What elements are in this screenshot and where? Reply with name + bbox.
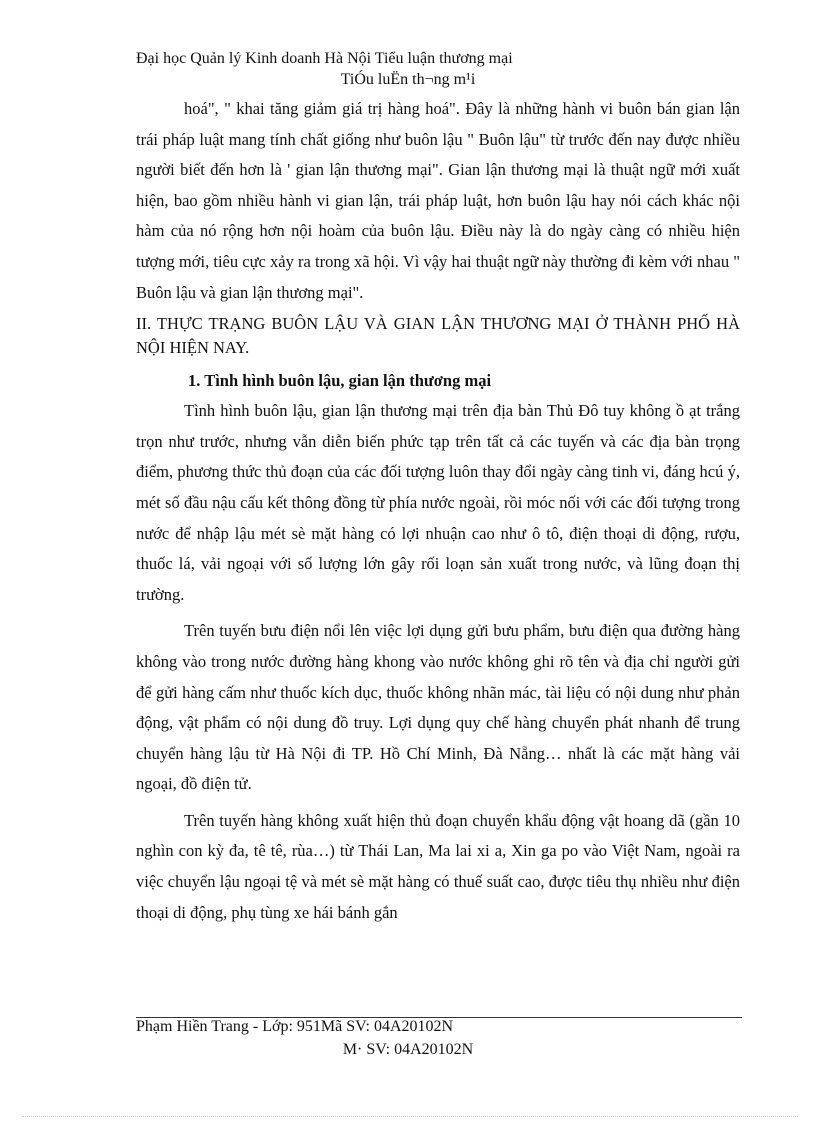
running-header: Đại học Quản lý Kinh doanh Hà Nội Tiểu luận thương mại: [136, 50, 513, 67]
body-text: [136, 94, 740, 928]
subsection-heading: 1. Tình hình buôn lậu, gian lận thương mại: [188, 371, 492, 391]
running-header-subtitle: TiÓu luËn th¬ng m¹i: [340, 71, 476, 88]
footer-author: Phạm Hiền Trang - Lớp: 951Mã SV: 04A20102N: [136, 1018, 454, 1035]
section-heading: II. THỰC TRẠNG BUÔN LẬU VÀ GIAN LẬN THƯƠNG MẠI Ở THÀNH PHỐ HÀ NỘI HIỆN NAY.: [136, 314, 740, 358]
paragraph-3: Trên tuyến bưu điện nổi lên việc lợi dụng gửi bưu phẩm, bưu điện qua đường hàng không vào trong nước đường hàng khong vào nước không ghi rõ tên và địa chỉ người gửi để gửi hàng cấm như thuốc kích dục, thuốc không nhãn mác, tài liệu có nội dung như phản động, vật phẩm có nội dung đồ truy. Lợi dụng quy chế hàng chuyển phát nhanh để trung chuyển hàng lậu từ Hà Nội đi TP. Hồ Chí Minh, Đà Nẵng… nhất là các mặt hàng vải ngoại, đồ điện tử.: [136, 621, 740, 794]
page-edge-divider: [22, 1116, 798, 1117]
paragraph-2: Tình hình buôn lậu, gian lận thương mại trên địa bàn Thủ Đô tuy không ồ ạt trắng trọn như trước, nhưng vẫn diễn biến phức tạp trên tất cả các tuyến và các địa bàn trọng điểm, phương thức thủ đoạn của các đối tượng luôn thay đổi ngày càng tinh vi, đáng hcú ý, mét số đầu nậu cấu kết thông đồng từ phía nước ngoài, rồi móc nối với các đối tượng trong nước để nhập lậu mét sè mặt hàng có lợi nhuận cao như ô tô, điện thoại di động, rượu, thuốc lá, vải ngoại với số lượng lớn gây rối loạn sản xuất trong nước, và lũng đoạn thị trường.: [136, 401, 740, 604]
paragraph-4: Trên tuyến hàng không xuất hiện thủ đoạn chuyển khẩu động vật hoang dã (gần 10 nghìn con kỳ đa, tê tê, rùa…) từ Thái Lan, Ma lai xi a, Xin ga po vào Việt Nam, ngoài ra việc chuyển lậu ngoại tệ và mét sè mặt hàng có thuế suất cao, được tiêu thụ nhiều như điện thoại di động, phụ tùng xe hái bánh gắn: [136, 810, 740, 922]
footer-student-id: M· SV: 04A20102N: [342, 1041, 474, 1058]
paragraph-1: hoá", " khai tăng giảm giá trị hàng hoá". Đây là những hành vi buôn bán gian lận trái pháp luật mang tính chất giống như buôn lậu " Buôn lậu" từ trước đến nay được nhiều người biết đến hơn là ' gian lận thương mại". Gian lận thương mại là thuật ngữ mới xuất hiện, bao gồm nhiều hành vi gian lận, trái pháp luật, hơn buôn lậu hay nói cách khác nội hàm của nó rộng hơn nội hoàm của buôn lậu. Điều này là do ngày càng có nhiều hiện tượng mới, tiêu cực xảy ra trong xã hội. Vì vậy hai thuật ngữ này thường đi kèm với nhau " Buôn lậu và gian lận thương mại".: [136, 99, 740, 302]
